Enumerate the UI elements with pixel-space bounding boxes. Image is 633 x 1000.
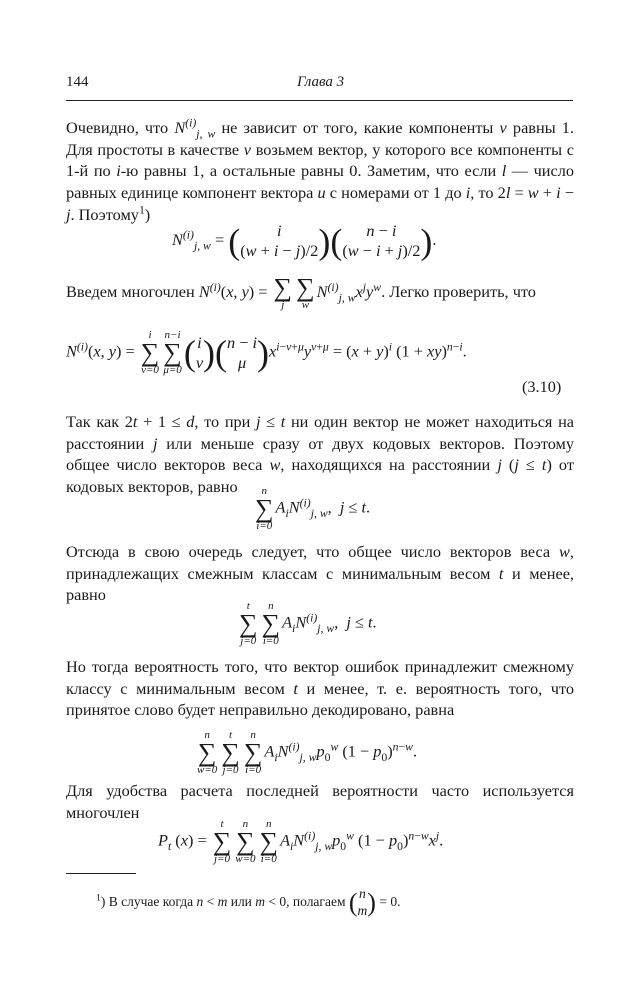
equation-4: t ∑ j=0 n ∑ i=0 $A_iN^{(i)}_{j, w}$, j ≤ t. [239, 600, 377, 647]
paragraph-4: Отсюда в свою очередь следует, что общее число векторов веса w, принадлежащих смежным классам с минимальным весом t и менее, равно [66, 542, 574, 605]
footnote: $^1$) В случае когда n < m или m < 0, полагаем ( n m ) = 0. [96, 886, 401, 918]
equation-1: $N^{(i)}_{j, w}$ = ( i (w + i − j)/2 )( n − i (w − i + j)/2 ). [172, 221, 437, 262]
paragraph-3: Так как 2t + 1 ≤ d, то при j ≤ t ни один вектор не может находиться на расстоянии j или меньше сразу от двух кодовых векторов. Поэтому общее число векторов веса w, находящихся на расстоянии j (j ≤ t) от кодовых векторов, равно [66, 412, 575, 497]
equation-3: n ∑ i=0 $A_iN^{(i)}_{j, w}$, j ≤ t. [255, 485, 371, 532]
paragraph-6: Для удобства расчета последней вероятности часто используется многочлен [66, 781, 574, 822]
equation-6: $P_t$ (x) = t ∑ j=0 n ∑ w=0 n ∑ i=0 $A_iN^{(i)}_{j, w}p_0^w$ $(1 - p_0)^{n-w}x^j$. [158, 818, 444, 865]
paragraph-2: Введем многочлен $N^{(i)}(x$, y) = ∑ j ∑ w $N^{(i)}_{j, w}x^jy^w$. Легко проверить, что [66, 273, 536, 311]
header-rule [66, 100, 573, 101]
page-number: 144 [66, 74, 89, 90]
equation-number: (3.10) [522, 377, 562, 396]
equation-2: $N^{(i)}(x$, y) = i ∑ v=0 n−i ∑ μ=0 ( i v )( n − i μ )$x^{i-v+\mu}y^{v+\mu} = (x + y)^i$ (1 + xy)$^{n-i}$. [66, 329, 467, 376]
running-head: Глава 3 [297, 74, 345, 90]
paragraph-5: Но тогда вероятность того, что вектор ошибок принадлежит смежному классу с минимальным весом t и менее, т. е. вероятность того, что принятое слово будет неправильно декодировано, равна [66, 657, 574, 720]
footnote-rule [66, 873, 136, 874]
paragraph-1: Очевидно, что $N^{(i)}_{j, w}$ не зависит от того, какие компоненты v равны 1. Для простоты в качестве v возьмем вектор, у которого все компоненты с 1-й по i-ю равны 1, а остальные равны 0. Заметим, что если l — число равных единице компонент вектора u с номерами от 1 до i, то 2l = w + i − j. Поэтому$^1$) [66, 116, 574, 224]
equation-5: n ∑ w=0 t ∑ j=0 n ∑ i=0 $A_iN^{(i)}_{j, w}p_0^w$ $(1 - p_0)^{n-w}$. [197, 729, 418, 776]
